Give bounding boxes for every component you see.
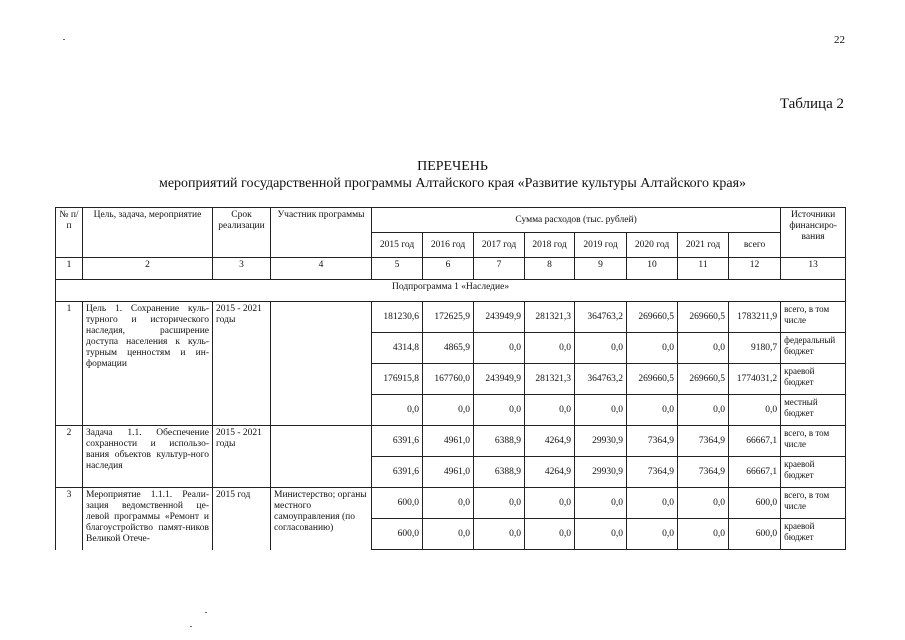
column-index: 12 xyxy=(729,258,781,280)
column-index: 11 xyxy=(678,258,729,280)
column-index: 5 xyxy=(372,258,423,280)
value-cell: 0,0 xyxy=(575,519,627,550)
value-cell: 4865,9 xyxy=(423,333,474,364)
column-index: 7 xyxy=(474,258,525,280)
value-cell: 0,0 xyxy=(678,395,729,426)
value-cell: 66667,1 xyxy=(729,426,781,457)
value-cell: 600,0 xyxy=(372,519,423,550)
header-year: 2017 год xyxy=(474,233,525,258)
header-sum: Сумма расходов (тыс. рублей) xyxy=(372,208,781,233)
value-cell: 6388,9 xyxy=(474,426,525,457)
value-cell: 281321,3 xyxy=(525,302,575,333)
value-cell: 364763,2 xyxy=(575,302,627,333)
column-index: 1 xyxy=(56,258,83,280)
value-cell: 600,0 xyxy=(372,488,423,519)
value-cell: 269660,5 xyxy=(678,302,729,333)
table-row xyxy=(56,426,846,457)
value-cell: 6388,9 xyxy=(474,457,525,488)
row-text: Мероприятие 1.1.1. Реали-зация ведомственной це-левой программы «Ремонт и благоустройство памят-ников Великой Отече- xyxy=(83,488,213,550)
source-cell: всего, в том числе xyxy=(781,426,846,457)
value-cell: 0,0 xyxy=(729,395,781,426)
header-year: 2019 год xyxy=(575,233,627,258)
value-cell: 6391,6 xyxy=(372,426,423,457)
row-num: 2 xyxy=(56,426,83,488)
value-cell: 243949,9 xyxy=(474,302,525,333)
value-cell: 181230,6 xyxy=(372,302,423,333)
value-cell: 600,0 xyxy=(729,519,781,550)
value-cell: 1783211,9 xyxy=(729,302,781,333)
value-cell: 0,0 xyxy=(372,395,423,426)
value-cell: 0,0 xyxy=(525,333,575,364)
value-cell: 0,0 xyxy=(474,488,525,519)
scan-speck xyxy=(190,626,192,627)
value-cell: 0,0 xyxy=(423,395,474,426)
header-sources: Источники финансиро-вания xyxy=(781,208,846,258)
value-cell: 172625,9 xyxy=(423,302,474,333)
column-index: 2 xyxy=(83,258,213,280)
title-line-1: ПЕРЕЧЕНЬ xyxy=(417,159,488,174)
page-number: 22 xyxy=(834,34,845,46)
header-num: № п/п xyxy=(56,208,83,258)
value-cell: 0,0 xyxy=(474,519,525,550)
header-year: 2021 год xyxy=(678,233,729,258)
value-cell: 0,0 xyxy=(525,488,575,519)
header-total: всего xyxy=(729,233,781,258)
row-term: 2015 - 2021 годы xyxy=(213,302,271,426)
value-cell: 364763,2 xyxy=(575,364,627,395)
value-cell: 600,0 xyxy=(729,488,781,519)
value-cell: 0,0 xyxy=(575,395,627,426)
subprogram-row xyxy=(56,280,846,302)
table-row xyxy=(56,488,846,519)
table-row xyxy=(56,302,846,333)
source-cell: краевой бюджет xyxy=(781,364,846,395)
value-cell: 269660,5 xyxy=(627,302,678,333)
column-index: 9 xyxy=(575,258,627,280)
value-cell: 0,0 xyxy=(423,488,474,519)
header-row-1 xyxy=(56,208,846,233)
value-cell: 0,0 xyxy=(525,519,575,550)
value-cell: 176915,8 xyxy=(372,364,423,395)
column-index-row xyxy=(56,258,846,280)
scan-speck xyxy=(205,612,207,613)
column-index: 6 xyxy=(423,258,474,280)
value-cell: 6391,6 xyxy=(372,457,423,488)
value-cell: 281321,3 xyxy=(525,364,575,395)
value-cell: 0,0 xyxy=(627,395,678,426)
value-cell: 7364,9 xyxy=(678,457,729,488)
value-cell: 29930,9 xyxy=(575,457,627,488)
value-cell: 269660,5 xyxy=(678,364,729,395)
row-term: 2015 год xyxy=(213,488,271,550)
value-cell: 7364,9 xyxy=(678,426,729,457)
header-year: 2018 год xyxy=(525,233,575,258)
column-index: 8 xyxy=(525,258,575,280)
column-index: 10 xyxy=(627,258,678,280)
row-participant: Министерство; органы местного самоуправления (по согласованию) xyxy=(271,488,372,550)
row-num: 3 xyxy=(56,488,83,550)
value-cell: 0,0 xyxy=(423,519,474,550)
source-cell: всего, в том числе xyxy=(781,488,846,519)
value-cell: 243949,9 xyxy=(474,364,525,395)
column-index: 13 xyxy=(781,258,846,280)
value-cell: 7364,9 xyxy=(627,457,678,488)
source-cell: местный бюджет xyxy=(781,395,846,426)
header-year: 2020 год xyxy=(627,233,678,258)
row-term: 2015 - 2021 годы xyxy=(213,426,271,488)
value-cell: 4961,0 xyxy=(423,426,474,457)
header-year: 2015 год xyxy=(372,233,423,258)
header-year: 2016 год xyxy=(423,233,474,258)
value-cell: 0,0 xyxy=(678,488,729,519)
source-cell: федеральный бюджет xyxy=(781,333,846,364)
header-term: Срок реализации xyxy=(213,208,271,258)
value-cell: 7364,9 xyxy=(627,426,678,457)
value-cell: 167760,0 xyxy=(423,364,474,395)
value-cell: 0,0 xyxy=(627,333,678,364)
row-participant xyxy=(271,302,372,426)
value-cell: 66667,1 xyxy=(729,457,781,488)
source-cell: краевой бюджет xyxy=(781,457,846,488)
value-cell: 4264,9 xyxy=(525,457,575,488)
header-participant: Участник программы xyxy=(271,208,372,258)
value-cell: 29930,9 xyxy=(575,426,627,457)
value-cell: 9180,7 xyxy=(729,333,781,364)
column-index: 4 xyxy=(271,258,372,280)
column-index: 3 xyxy=(213,258,271,280)
value-cell: 4264,9 xyxy=(525,426,575,457)
value-cell: 269660,5 xyxy=(627,364,678,395)
table-label: Таблица 2 xyxy=(779,96,844,112)
value-cell: 0,0 xyxy=(627,488,678,519)
value-cell: 0,0 xyxy=(678,519,729,550)
row-participant xyxy=(271,426,372,488)
value-cell: 0,0 xyxy=(678,333,729,364)
measures-table xyxy=(55,207,846,550)
source-cell: краевой бюджет xyxy=(781,519,846,550)
value-cell: 1774031,2 xyxy=(729,364,781,395)
value-cell: 0,0 xyxy=(525,395,575,426)
title-line-2: мероприятий государственной программы Алтайского края «Развитие культуры Алтайского края» xyxy=(158,176,747,191)
scan-speck xyxy=(63,39,65,40)
row-text: Задача 1.1. Обеспечение сохранности и использо-вания объектов культур-ного наследия xyxy=(83,426,213,488)
row-text: Цель 1. Сохранение куль-турного и исторического наследия, расширение доступа населения к куль-турным ценностям и ин-формации xyxy=(83,302,213,426)
source-cell: всего, в том числе xyxy=(781,302,846,333)
subprogram-title: Подпрограмма 1 «Наследие» xyxy=(56,280,846,302)
row-num: 1 xyxy=(56,302,83,426)
value-cell: 0,0 xyxy=(575,333,627,364)
value-cell: 0,0 xyxy=(627,519,678,550)
header-goal: Цель, задача, мероприятие xyxy=(83,208,213,258)
value-cell: 0,0 xyxy=(474,333,525,364)
value-cell: 0,0 xyxy=(575,488,627,519)
value-cell: 0,0 xyxy=(474,395,525,426)
document-title xyxy=(0,158,905,192)
value-cell: 4314,8 xyxy=(372,333,423,364)
value-cell: 4961,0 xyxy=(423,457,474,488)
